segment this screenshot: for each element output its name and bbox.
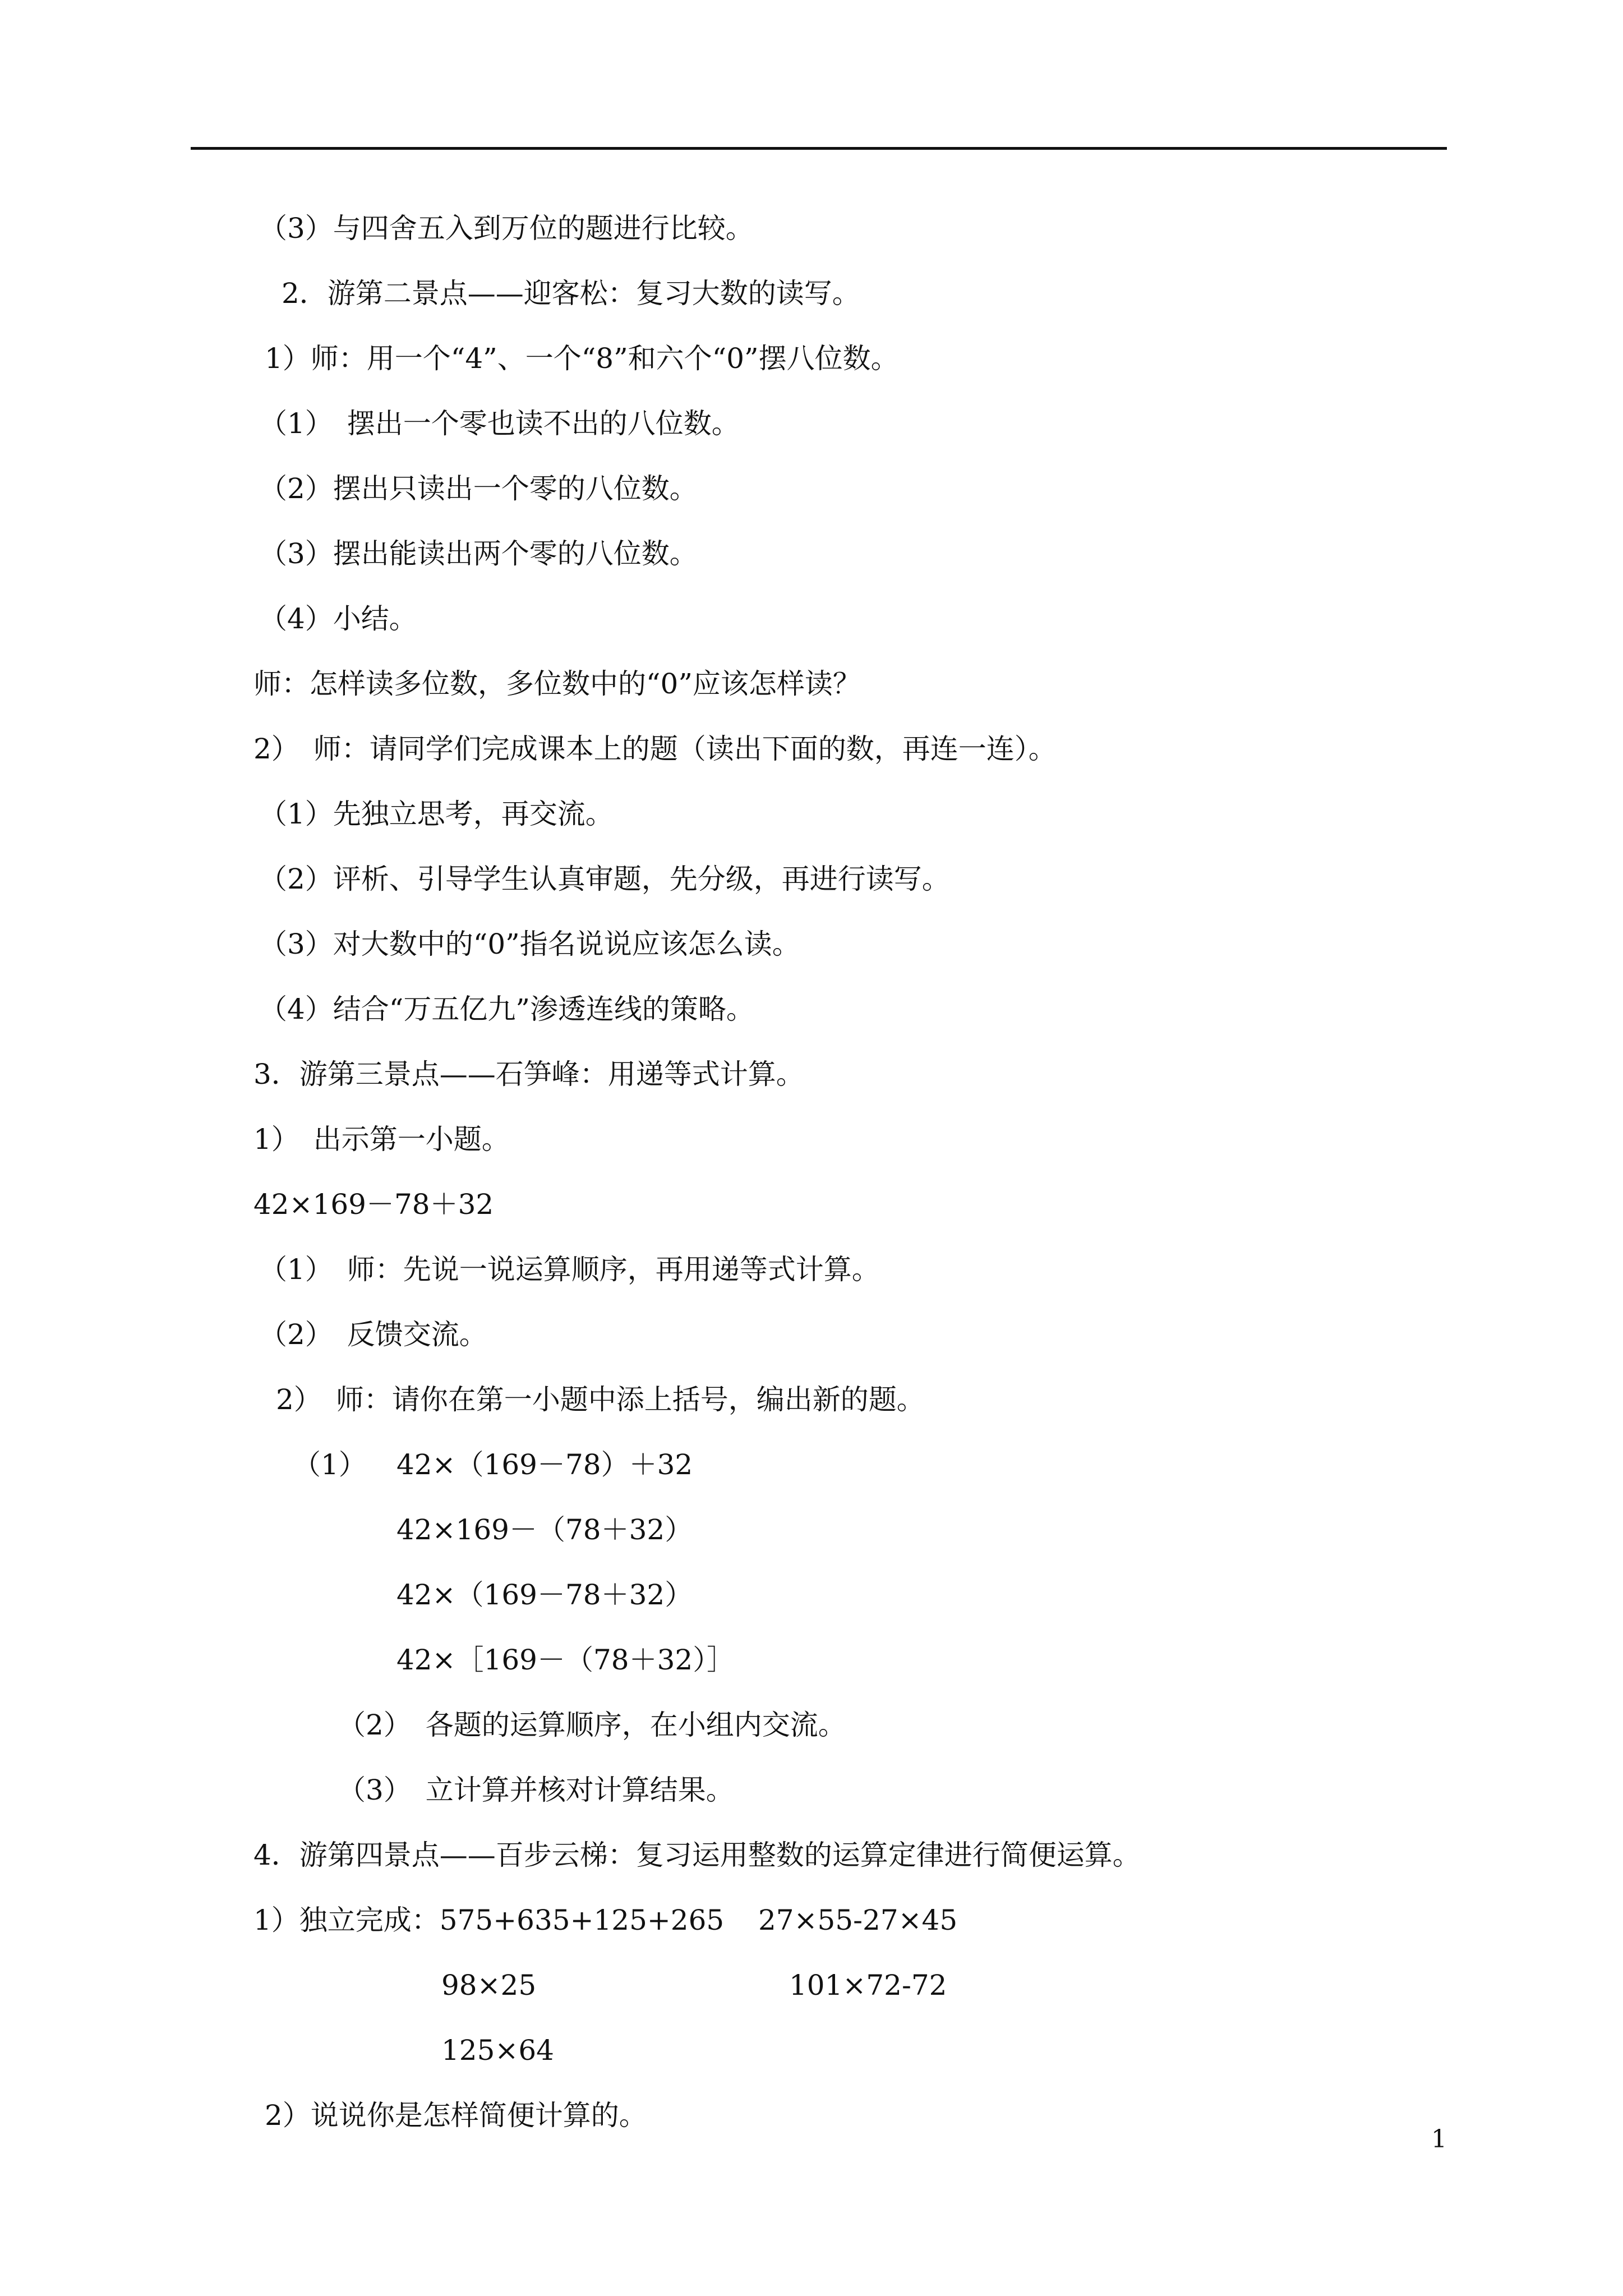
- text-line: 师：怎样读多位数，多位数中的“0”应该怎样读？: [253, 668, 861, 700]
- text-line: （3）摆出能读出两个零的八位数。: [259, 537, 698, 570]
- math-expression: 42×169－（78＋32）: [396, 1513, 693, 1546]
- text-line: 1） 出示第一小题。: [253, 1123, 510, 1156]
- text-line: 2）说说你是怎样简便计算的。: [265, 2099, 647, 2132]
- math-expression: 98×25: [441, 1969, 537, 2001]
- text-line: 2） 师：请你在第一小题中添上括号，编出新的题。: [276, 1383, 925, 1416]
- text-line: （2） 反馈交流。: [259, 1318, 487, 1351]
- math-expression: 42×169－78＋32: [253, 1188, 494, 1221]
- text-line: 3．游第三景点——石笋峰：用递等式计算。: [253, 1058, 804, 1091]
- text-line: （3）与四舍五入到万位的题进行比较。: [259, 212, 754, 245]
- text-line: 1）独立完成：575+635+125+265: [253, 1904, 725, 1936]
- page-number: 1: [1431, 2125, 1447, 2154]
- text-line: （3）对大数中的“0”指名说说应该怎么读。: [259, 928, 800, 960]
- header-rule: [191, 147, 1447, 150]
- text-line: （2） 各题的运算顺序，在小组内交流。: [338, 1709, 846, 1741]
- math-expression: 42×（169－78）＋32: [396, 1448, 693, 1481]
- text-line: 4．游第四景点——百步云梯：复习运用整数的运算定律进行简便运算。: [253, 1839, 1141, 1871]
- text-line: （4）小结。: [259, 602, 417, 635]
- math-expression: 27×55-27×45: [758, 1904, 958, 1936]
- math-expression: 125×64: [441, 2034, 554, 2067]
- math-expression: 42×［169－（78＋32）］: [396, 1644, 735, 1676]
- text-line: （1） 师：先说一说运算顺序，再用递等式计算。: [259, 1253, 880, 1286]
- math-expression: 101×72-72: [789, 1969, 947, 2001]
- text-line: （3） 立计算并核对计算结果。: [338, 1774, 734, 1806]
- text-line: 2．游第二景点——迎客松：复习大数的读写。: [282, 277, 860, 310]
- text-line: （2）摆出只读出一个零的八位数。: [259, 472, 698, 505]
- text-line: （1）先独立思考，再交流。: [259, 798, 614, 830]
- math-expression: 42×（169－78＋32）: [396, 1579, 693, 1611]
- text-line: （1） 摆出一个零也读不出的八位数。: [259, 407, 740, 440]
- text-line: 1）师：用一个“4”、一个“8”和六个“0”摆八位数。: [265, 342, 899, 375]
- text-line: 2） 师：请同学们完成课本上的题（读出下面的数，再连一连）。: [253, 733, 1057, 765]
- text-line: （1）: [293, 1448, 367, 1481]
- text-line: （2）评析、引导学生认真审题，先分级，再进行读写。: [259, 863, 950, 895]
- text-line: （4）结合“万五亿九”渗透连线的策略。: [259, 993, 754, 1025]
